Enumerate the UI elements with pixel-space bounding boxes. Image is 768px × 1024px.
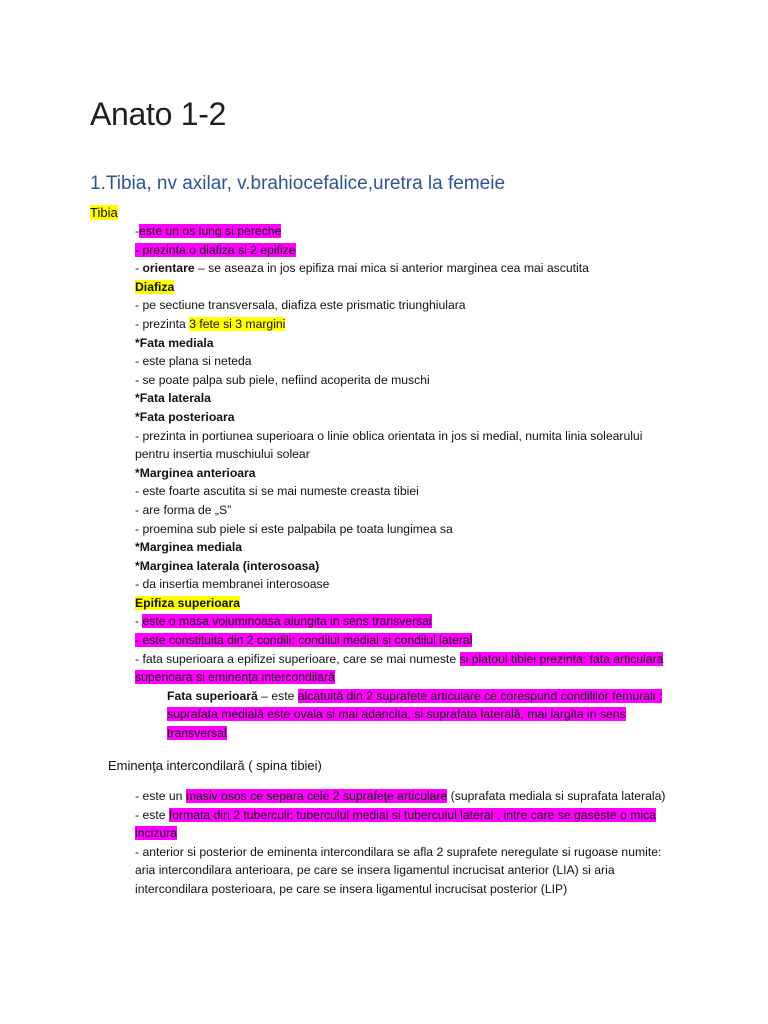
text-line xyxy=(135,278,680,297)
highlighted-text: - prezinta o diafiza si 2 epifize xyxy=(135,242,296,257)
text-run: – este xyxy=(257,688,298,703)
text-line xyxy=(135,222,680,241)
text-line: *Fata mediala xyxy=(135,335,214,350)
text-line: *Fata laterala xyxy=(135,391,211,406)
topic-text: Tibia xyxy=(90,205,118,220)
subsection-label: Epifiza superioara xyxy=(135,595,240,610)
text-paragraph xyxy=(135,687,680,743)
text-line: *Marginea laterala (interosoasa) xyxy=(135,558,320,573)
text-run: (suprafata mediala si suprafata laterala) xyxy=(447,789,666,803)
topic-label xyxy=(90,204,118,222)
section-heading: 1.Tibia, nv axilar, v.brahiocefalice,uretra la femeie xyxy=(90,173,506,194)
highlighted-text: este o masa voluminoasa alungita in sens transversal xyxy=(142,614,432,629)
text-run: – se aseaza in jos epifiza mai mica si anterior marginea cea mai ascutita xyxy=(194,261,589,276)
text-line: - este plana si neteda xyxy=(135,354,252,369)
text-run: - este un xyxy=(135,789,186,803)
subsection-heading: Eminenţa intercondilară ( spina tibiei) xyxy=(108,758,322,773)
text-line: - proemina sub piele si este palpabila pe toata lungimea sa xyxy=(135,521,453,536)
highlighted-text: masiv osos ce separa cele 2 suprafeţe articulare xyxy=(185,789,448,803)
tibia-notes xyxy=(135,222,680,743)
text-line xyxy=(135,259,680,278)
highlighted-text: este un os lung si pereche xyxy=(139,224,282,238)
eminenta-notes xyxy=(135,787,680,899)
text-line: *Marginea mediala xyxy=(135,540,243,555)
text-line: - pe sectiune transversala, diafiza este prismatic triunghiulara xyxy=(135,298,466,313)
text-line xyxy=(135,241,680,260)
highlighted-text: si platoul tibiei prezinta: fata articulara superioara si eminenţa intercondilară xyxy=(135,651,664,685)
text-paragraph: - anterior si posterior de eminenta intercondilara se afla 2 suprafete neregulate si rugoase numite: aria intercondilara anterioara, pe care se insera ligamentul incrucisat anterior (LIA) si aria intercondilara posterioara, pe care se insera ligamentul incrucisat posterior (LIP) xyxy=(135,844,662,896)
text-line: - are forma de „S” xyxy=(135,502,232,517)
text-line xyxy=(135,315,680,334)
subsection-label: Diafiza xyxy=(135,279,175,294)
text-line: *Fata posterioara xyxy=(135,409,235,424)
text-paragraph xyxy=(135,787,680,806)
text-paragraph: - prezinta in portiunea superioara o linie oblica orientata in jos si medial, numita linia solearului pentru insertia muschiului solear xyxy=(135,428,643,462)
text-line: - se poate palpa sub piele, nefiind acoperita de muschi xyxy=(135,372,430,387)
bold-text: Fata superioară xyxy=(167,688,258,703)
highlighted-text: formata din 2 tuberculi: tuberculul medial si tuberculul lateral , intre care se gaseste o mica incizura xyxy=(135,807,656,841)
document-title: Anato 1-2 xyxy=(90,96,227,132)
text-line xyxy=(135,612,680,631)
text-line xyxy=(135,594,680,613)
text-run: - xyxy=(135,614,143,629)
text-line xyxy=(135,631,680,650)
text-line: - este foarte ascutita si se mai numeste creasta tibiei xyxy=(135,484,419,499)
text-run: - xyxy=(135,224,140,238)
highlighted-text: 3 fete si 3 margini xyxy=(189,316,286,331)
text-paragraph xyxy=(135,650,680,687)
text-line: - da insertia membranei interosoase xyxy=(135,577,330,592)
text-paragraph xyxy=(135,806,680,843)
text-run: - fata superioara a epifizei superioare, care se mai numeste xyxy=(135,651,460,666)
text-line: *Marginea anterioara xyxy=(135,465,256,480)
bold-text: orientare xyxy=(142,261,195,276)
highlighted-text: alcatuită din 2 suprafete articulare ce corespund condililor femurali ; suprafata medială este ovala si mai adancita, si suprafata laterală, mai largita in sens transversal xyxy=(167,688,663,741)
text-run: - xyxy=(135,261,143,276)
text-run: - prezinta xyxy=(135,316,190,331)
text-run: - este xyxy=(135,807,169,822)
highlighted-text: - este constituita din 2 condili: condilul medial si condilul lateral xyxy=(135,633,473,648)
